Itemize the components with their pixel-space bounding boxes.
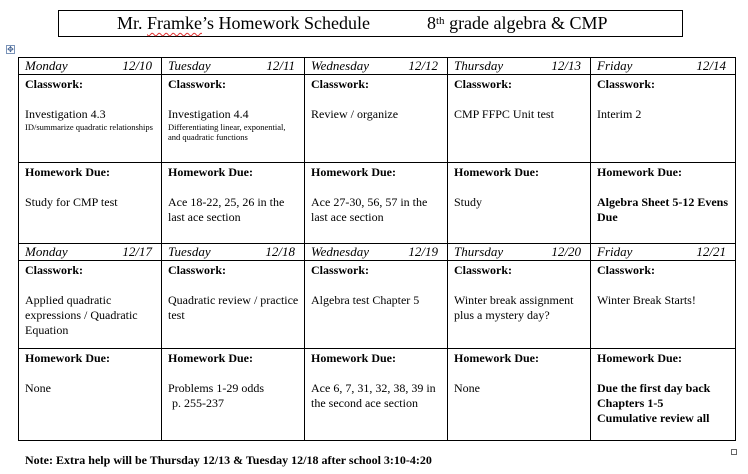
classwork-cell: Classwork: CMP FFPC Unit test (448, 75, 591, 163)
day-header: Wednesday 12/19 (305, 244, 448, 261)
day-header: Thursday 12/13 (448, 58, 591, 75)
classwork-cell: Classwork: Investigation 4.4 Differentiating linear, exponential, and quadratic functions (162, 75, 305, 163)
schedule-title (58, 10, 683, 37)
table-move-handle-icon[interactable]: ✥ (7, 45, 14, 54)
day-header: Friday 12/14 (591, 58, 736, 75)
homework-cell: Homework Due: Study for CMP test (19, 163, 162, 244)
homework-cell: Homework Due: Ace 6, 7, 31, 32, 38, 39 in the second ace section (305, 349, 448, 441)
table-resize-handle-icon[interactable] (731, 449, 737, 455)
classwork-cell: Classwork: Applied quadratic expressions / Quadratic Equation (19, 261, 162, 349)
title-name: Mr. Framke’s Homework Schedule (117, 13, 370, 33)
week2-day-row (19, 244, 736, 261)
classwork-cell: Classwork: Review / organize (305, 75, 448, 163)
classwork-cell: Classwork: Quadratic review / practice test (162, 261, 305, 349)
day-header: Tuesday 12/11 (162, 58, 305, 75)
day-header: Thursday 12/20 (448, 244, 591, 261)
homework-cell: Homework Due: Study (448, 163, 591, 244)
title-grade: 8th grade algebra & CMP (427, 13, 608, 33)
homework-cell: Homework Due: Problems 1-29 odds p. 255-237 (162, 349, 305, 441)
homework-cell: Homework Due: Due the first day back Chapters 1-5 Cumulative review all (591, 349, 736, 441)
homework-cell: Homework Due: None (19, 349, 162, 441)
classwork-cell: Classwork: Investigation 4.3 ID/summarize quadratic relationships (19, 75, 162, 163)
day-header: Monday 12/10 (19, 58, 162, 75)
day-header: Tuesday 12/18 (162, 244, 305, 261)
week1-classwork-row (19, 75, 736, 163)
misspelled-word: Framke (147, 13, 202, 33)
homework-cell: Homework Due: Algebra Sheet 5-12 Evens Due (591, 163, 736, 244)
classwork-cell: Classwork: Winter Break Starts! (591, 261, 736, 349)
homework-cell: Homework Due: Ace 18-22, 25, 26 in the last ace section (162, 163, 305, 244)
extra-help-note: Note: Extra help will be Thursday 12/13 & Tuesday 12/18 after school 3:10-4:20 (25, 453, 432, 467)
day-header: Wednesday 12/12 (305, 58, 448, 75)
classwork-cell: Classwork: Algebra test Chapter 5 (305, 261, 448, 349)
classwork-cell: Classwork: Interim 2 (591, 75, 736, 163)
classwork-cell: Classwork: Winter break assignment plus a mystery day? (448, 261, 591, 349)
homework-cell: Homework Due: None (448, 349, 591, 441)
week1-day-row (19, 58, 736, 75)
week2-classwork-row (19, 261, 736, 349)
day-header: Friday 12/21 (591, 244, 736, 261)
homework-schedule-table (18, 57, 736, 441)
week1-homework-row (19, 163, 736, 244)
day-header: Monday 12/17 (19, 244, 162, 261)
week2-homework-row (19, 349, 736, 441)
homework-cell: Homework Due: Ace 27-30, 56, 57 in the last ace section (305, 163, 448, 244)
